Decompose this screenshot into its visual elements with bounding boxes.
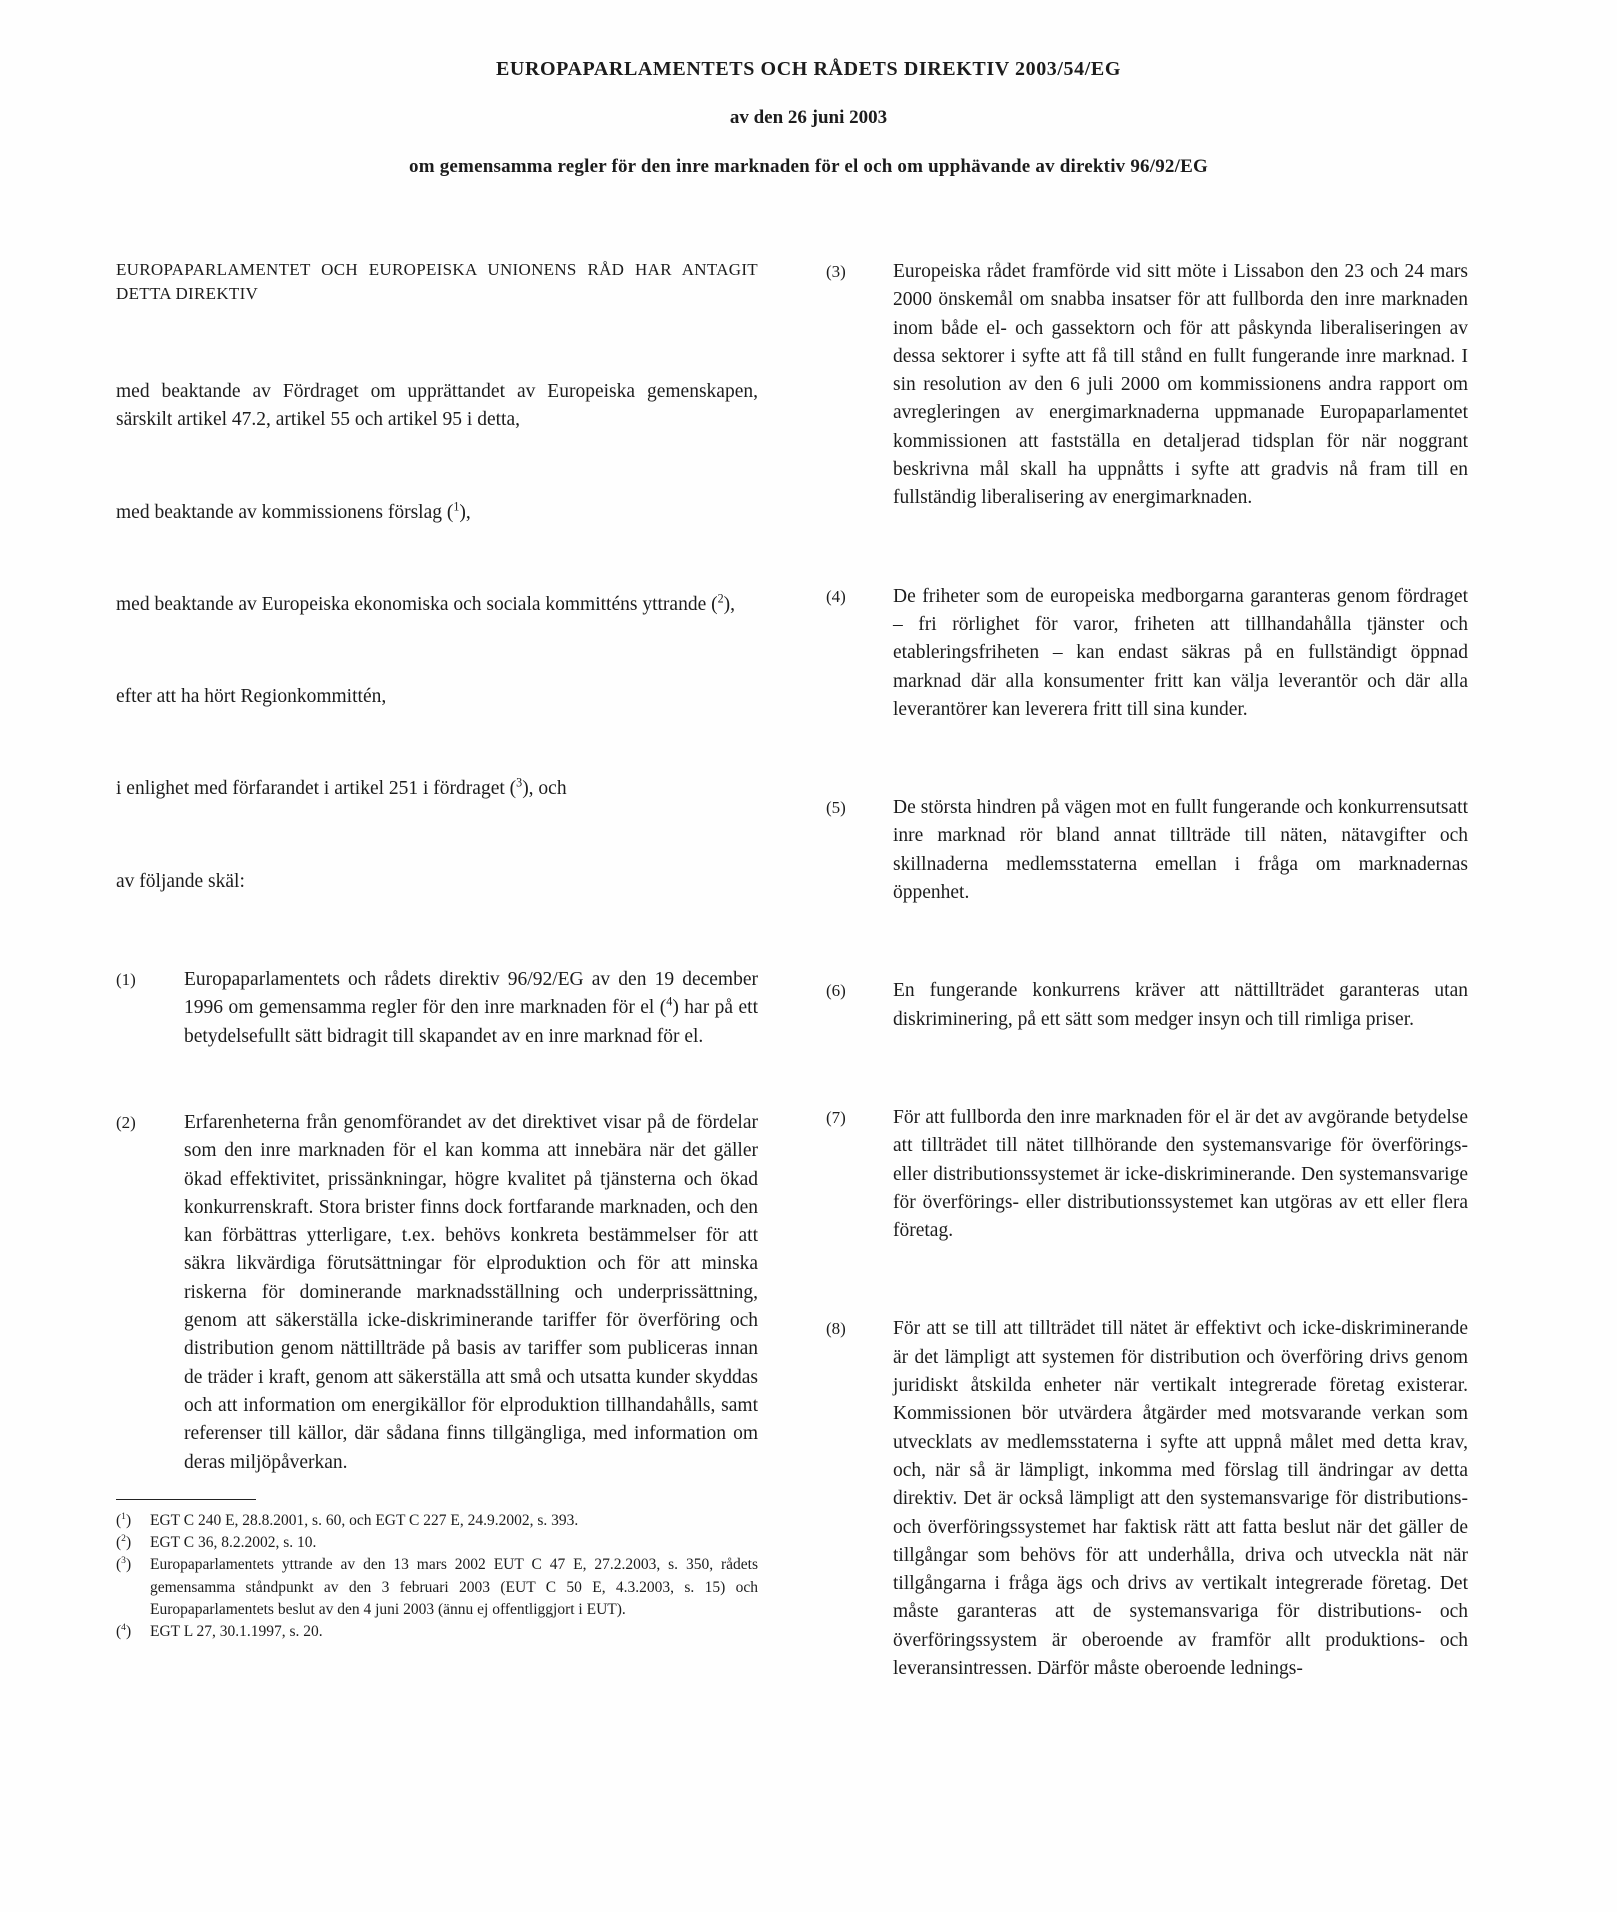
footnote-number: 2 xyxy=(121,1532,126,1544)
recital-1 xyxy=(116,966,758,1051)
footnote-text: EGT C 240 E, 28.8.2001, s. 60, och EGT C 227 E, 24.9.2002, s. 393. xyxy=(150,1511,579,1529)
recital-text: Erfarenheterna från genomförandet av det direktivet visar på de fördelar som den inre marknaden för el kan komma att innebära när det gäller ökad effektivitet, prissänkningar, högre kvalitet på tjänsterna och ökad konkurrenskraft. Stora brister finns dock fortfarande marknaden, och den kan förbättras ytterligare, t.ex. behövs konkreta bestämmelser för att säkra likvärdiga förutsättningar för elproduktion och för att minska riskerna för dominerande marknadsställning och underprissättning, genom att säkerställa icke-diskriminerande tariffer för överföring och distribution genom nättillträde på basis av tariffer som publiceras innan de träder i kraft, genom att säkerställa att små och utsatta kunder skyddas och att information om energikällor för elproduktion tillhandahålls, samt referenser till källor, där sådana finns tillgängliga, med information om deras miljöpåverkan. xyxy=(184,1111,758,1473)
footnote-text: EGT L 27, 30.1.1997, s. 20. xyxy=(150,1623,323,1641)
directive-date: av den 26 juni 2003 xyxy=(729,107,888,128)
citation-commission-proposal: med beaktande av kommissionens förslag ($^1$), xyxy=(116,499,471,523)
recital-number: (2) xyxy=(116,1112,136,1132)
citation-procedure: i enlighet med förfarandet i artikel 251 i fördraget ($^3$), och xyxy=(116,775,567,800)
recital-number: (3) xyxy=(826,262,846,281)
recital-number: (4) xyxy=(826,586,846,606)
footnote-ref[interactable]: 2 xyxy=(717,591,724,606)
footnote-number: 3 xyxy=(121,1555,126,1567)
recital-8 xyxy=(826,1315,1468,1683)
right-column xyxy=(826,258,1468,1683)
footnote-4: ($^4$) EGT L 27, 30.1.1997, s. 20. xyxy=(116,1621,758,1643)
footnote-ref[interactable]: 1 xyxy=(453,499,460,514)
citation-treaty: med beaktande av Fördraget om upprättandet av Europeiska gemenskapen, särskilt artikel 47.2, artikel 55 och artikel 95 i detta, xyxy=(116,381,758,431)
recital-text: En fungerande konkurrens kräver att nättillträdet garanteras utan diskriminering, på ett sätt som medger insyn och till rimliga priser. xyxy=(893,980,1468,1030)
footnote-1: ($^1$) EGT C 240 E, 28.8.2001, s. 60, och EGT C 227 E, 24.9.2002, s. 393. xyxy=(116,1510,758,1532)
footnote-divider xyxy=(116,1499,256,1500)
footnote-ref[interactable]: 3 xyxy=(516,775,523,790)
recital-7 xyxy=(826,1104,1468,1245)
left-column xyxy=(116,258,758,1644)
citation-region-committee: efter att ha hört Regionkommittén, xyxy=(116,686,387,708)
enacting-formula: EUROPAPARLAMENTET OCH EUROPEISKA UNIONENS RÅD HAR ANTAGIT DETTA DIREKTIV xyxy=(116,260,758,303)
footnote-text: Europaparlamentets yttrande av den 13 mars 2002 EUT C 47 E, 27.2.2003, s. 350, rådets gemensamma ståndpunkt av den 3 februari 2003 (EUT C 50 E, 4.3.2003, s. 15) och Europaparlamentets beslut av den 4 juni 2003 (ännu ej offentliggjort i EUT). xyxy=(150,1556,758,1619)
recital-text: För att se till att tillträdet till nätet är effektivt och icke-diskriminerande är det lämpligt att systemen för distribution och överföring drivs genom juridiskt åtskilda enheter när vertikalt integrerade företag existerar. Kommissionen bör utvärdera åtgärder med motsvarande verkan som utvecklats av medlemsstaterna i syfte att uppnå målet med detta krav, och, när så är lämpligt, inkomma med förslag till ändringar av detta direktiv. Det är också lämpligt att den systemansvarige för distributions- och överföringssystemet har faktisk rätt att fatta beslut när det gäller de tillgångar som behövs för att underhålla, driva och utveckla nät när tillgångarna i fråga ägs och drivs av vertikalt integrerade företag. Det måste garanteras att de systemansvariga för distributions- och överföringssystem är oberoende av framför allt produktions- och leveransintressen. Därför måste oberoende lednings- xyxy=(893,1318,1468,1679)
footnote-2: ($^2$) EGT C 36, 8.2.2002, s. 10. xyxy=(116,1532,758,1554)
recital-number: (8) xyxy=(826,1319,846,1339)
recital-number: (7) xyxy=(826,1107,846,1127)
footnote-number: 1 xyxy=(121,1510,126,1522)
recital-text: De största hindren på vägen mot en fullt fungerande och konkurrensutsatt inre marknad rör bland annat tillträde till näten, nätavgifter och skillnaderna medlemsstaterna emellan i fråga om marknadernas öppenhet. xyxy=(893,797,1468,904)
recital-5 xyxy=(826,794,1468,907)
footnote-number: 4 xyxy=(121,1622,126,1634)
footnote-3: ($^3$) Europaparlamentets yttrande av den 13 mars 2002 EUT C 47 E, 27.2.2003, s. 350, rådets gemensamma ståndpunkt av den 3 februari 2003 (EUT C 50 E, 4.3.2003, s. 15) och Europaparlamentets beslut av den 4 juni 2003 (ännu ej offentliggjort i EUT). xyxy=(116,1554,758,1621)
recital-number: (6) xyxy=(826,981,846,1001)
directive-title: EUROPAPARLAMENTETS OCH RÅDETS DIREKTIV 2003/54/EG xyxy=(495,58,1122,80)
recital-number: (1) xyxy=(116,970,136,990)
document-header xyxy=(0,58,1617,178)
recital-text: Europeiska rådet framförde vid sitt möte i Lissabon den 23 och 24 mars 2000 önskemål om snabba insatser för att fullborda den inre marknaden inom både el- och gassektorn och för att påskynda liberaliseringen av dessa sektorer i syfte att få till stånd en fullt fungerande inre marknad. I sin resolution av den 6 juli 2000 om kommissionens andra rapport om avregleringen av energimarknaderna uppmanade Europaparlamentet kommissionen att fastställa en detaljerad tidsplan för när noggrant beskrivna mål skall ha uppnåtts i syfte att gradvis nå fram till en fullständig liberalisering av energimarknaden. xyxy=(893,261,1468,509)
citation-committee-opinion: med beaktande av Europeiska ekonomiska och sociala kommitténs yttrande ($^2$), xyxy=(116,591,736,615)
recital-4 xyxy=(826,583,1468,724)
recital-3 xyxy=(826,258,1468,513)
footnote-ref[interactable]: 4 xyxy=(666,994,673,1009)
recital-text: De friheter som de europeiska medborgarna garanteras genom fördraget – fri rörlighet för varor, friheten att tillhandahålla tjänster och etableringsfriheten – kan endast säkras på en fullständigt öppnad marknad där alla konsumenter fritt kan välja leverantör och där alla leverantörer kan leverera fritt till sina kunder. xyxy=(893,585,1468,720)
recital-6 xyxy=(826,977,1468,1034)
footnote-text: EGT C 36, 8.2.2002, s. 10. xyxy=(150,1534,317,1552)
recital-text: För att fullborda den inre marknaden för el är det av avgörande betydelse att tillträdet till nätet tillhörande den systemansvarige för överförings- eller distributionssystemet är icke-diskriminerande. Den systemansvarige för överförings- eller distributionssystemet kan utgöras av ett eller flera företag. xyxy=(893,1106,1468,1242)
recital-text: Europaparlamentets och rådets direktiv 96/92/EG av den 19 december 1996 om gemensamma regler för den inre marknaden för el ($^4$) har på ett betydelsefullt sätt bidragit till skapandet av en inre marknad för el. xyxy=(184,969,758,1047)
citation-whereas: av följande skäl: xyxy=(116,870,245,892)
recital-number: (5) xyxy=(826,798,846,818)
directive-subject: om gemensamma regler för den inre marknaden för el och om upphävande av direktiv 96/92/EG xyxy=(409,156,1208,177)
recital-2 xyxy=(116,1109,758,1477)
